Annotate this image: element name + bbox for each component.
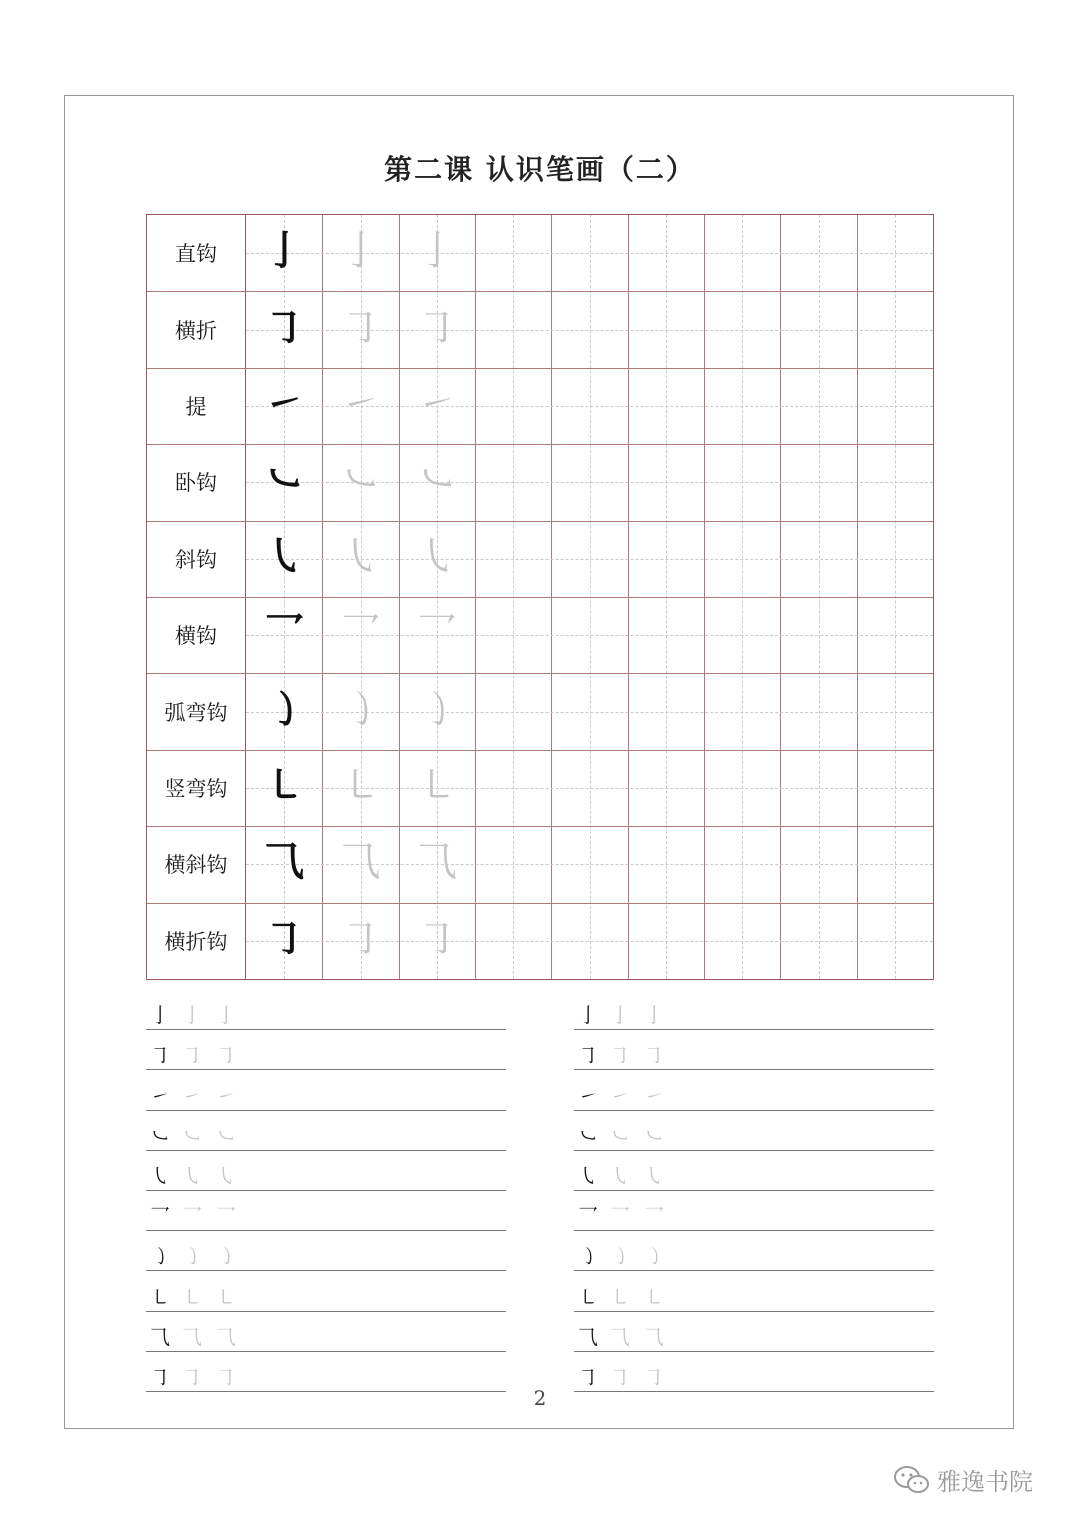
stroke-trace: ㇆: [340, 915, 381, 962]
mini-stroke-trace: ㇃: [216, 1123, 236, 1148]
stroke-trace: 乛: [416, 610, 457, 657]
stroke-name-label: 横折: [147, 291, 246, 368]
mini-stroke-trace: ㇂: [610, 1163, 630, 1188]
stroke-example: ㇄: [264, 761, 305, 809]
grid-row-line: [147, 903, 933, 904]
stroke-trace: ㇆: [340, 304, 381, 351]
stroke-trace: 乛: [340, 610, 381, 657]
grid-row-line: [147, 291, 933, 292]
mini-stroke-trace: ㇆: [182, 1043, 202, 1068]
stroke-name-label: 提: [147, 368, 246, 445]
writing-line: [146, 1191, 506, 1231]
mini-stroke-trace: ⺄: [644, 1324, 664, 1349]
grid-row-line: [147, 368, 933, 369]
writing-line: [146, 1070, 506, 1110]
mini-stroke-trace: ㇀: [644, 1083, 664, 1108]
practice-grid: [146, 214, 934, 980]
mini-stroke-example: ㇁: [150, 1244, 170, 1269]
mini-stroke-trace: 乛: [182, 1204, 202, 1229]
writing-line: [146, 1030, 506, 1070]
mini-stroke-trace: ㇀: [610, 1083, 630, 1108]
mini-stroke-trace: ㇃: [644, 1123, 664, 1148]
mini-stroke-example: ㇆: [150, 1364, 170, 1389]
page-number: 2: [533, 1386, 547, 1410]
mini-stroke-trace: 亅: [182, 1003, 202, 1028]
mini-stroke-trace: ㇁: [610, 1244, 630, 1269]
mini-stroke-example: 乛: [150, 1204, 170, 1229]
stroke-name-label: 竖弯钩: [147, 750, 246, 827]
mini-stroke-example: ㇆: [578, 1043, 598, 1068]
mini-stroke-example: ㇂: [150, 1163, 170, 1188]
stroke-name-label: 横斜钩: [147, 826, 246, 903]
stroke-trace: ㇂: [340, 533, 381, 580]
writing-line: [574, 1271, 934, 1311]
writing-line: [574, 1191, 934, 1231]
stroke-trace: ㇆: [416, 915, 457, 962]
mini-stroke-trace: ㇁: [182, 1244, 202, 1269]
stroke-name-label: 直钩: [147, 215, 246, 292]
mini-stroke-trace: ⺄: [182, 1324, 202, 1349]
stroke-example: ㇆: [264, 303, 305, 351]
stroke-trace: ㇄: [416, 762, 457, 809]
mini-stroke-trace: ㇂: [182, 1163, 202, 1188]
stroke-example: 亅: [264, 227, 305, 275]
mini-stroke-trace: ㇄: [644, 1284, 664, 1309]
mini-stroke-trace: ㇁: [644, 1244, 664, 1269]
grid-row-line: [147, 750, 933, 751]
stroke-row: [147, 673, 933, 750]
stroke-example: ⺄: [264, 838, 305, 886]
stroke-trace: ⺄: [416, 839, 457, 886]
stroke-row: [147, 444, 933, 521]
writing-line: [146, 1111, 506, 1151]
stroke-trace: 亅: [340, 228, 381, 275]
writing-line: [146, 1271, 506, 1311]
writing-line: [574, 1231, 934, 1271]
mini-stroke-trace: ㇆: [644, 1043, 664, 1068]
watermark: [893, 1462, 1033, 1497]
mini-stroke-trace: 乛: [610, 1204, 630, 1229]
mini-stroke-trace: ㇂: [644, 1163, 664, 1188]
mini-stroke-trace: 亅: [216, 1003, 236, 1028]
mini-stroke-example: ㇃: [578, 1123, 598, 1148]
mini-stroke-example: ㇁: [578, 1244, 598, 1269]
writing-line: [146, 1231, 506, 1271]
mini-stroke-trace: ㇆: [644, 1364, 664, 1389]
stroke-trace: ㇂: [416, 533, 457, 580]
grid-row-line: [147, 521, 933, 522]
mini-stroke-trace: ㇀: [182, 1083, 202, 1108]
grid-row-line: [147, 597, 933, 598]
mini-stroke-example: 亅: [150, 1003, 170, 1028]
mini-stroke-trace: 亅: [644, 1003, 664, 1028]
stroke-row: [147, 291, 933, 368]
stroke-trace: ㇃: [340, 457, 381, 504]
page-title: 第二课 认识笔画（二）: [384, 153, 696, 186]
stroke-row: [147, 215, 933, 292]
watermark-text: 雅逸书院: [937, 1468, 1033, 1496]
mini-stroke-trace: ㇆: [610, 1364, 630, 1389]
writing-line: [146, 1312, 506, 1352]
mini-stroke-example: ㇆: [578, 1364, 598, 1389]
mini-stroke-example: ㇃: [150, 1123, 170, 1148]
practice-lines-left: [146, 990, 506, 1392]
writing-line: [574, 990, 934, 1030]
mini-stroke-trace: ㇀: [216, 1083, 236, 1108]
stroke-name-label: 横折钩: [147, 903, 246, 980]
mini-stroke-example: ㇂: [578, 1163, 598, 1188]
stroke-trace: ㇃: [416, 457, 457, 504]
mini-stroke-example: ㇄: [578, 1284, 598, 1309]
stroke-example: ㇀: [264, 379, 305, 427]
mini-stroke-trace: ㇂: [216, 1163, 236, 1188]
mini-stroke-trace: ㇄: [182, 1284, 202, 1309]
writing-line: [574, 1070, 934, 1110]
stroke-trace: ㇄: [340, 762, 381, 809]
stroke-row: [147, 368, 933, 445]
mini-stroke-trace: ㇁: [216, 1244, 236, 1269]
stroke-trace: ㇁: [340, 686, 381, 733]
stroke-trace: ㇀: [416, 380, 457, 427]
writing-line: [574, 1312, 934, 1352]
mini-stroke-trace: ㇆: [610, 1043, 630, 1068]
stroke-example: ㇂: [264, 532, 305, 580]
stroke-example: 乛: [264, 609, 305, 657]
mini-stroke-example: ㇄: [150, 1284, 170, 1309]
mini-stroke-trace: 乛: [216, 1204, 236, 1229]
mini-stroke-example: ㇀: [150, 1083, 170, 1108]
grid-row-line: [147, 826, 933, 827]
stroke-name-label: 卧钩: [147, 444, 246, 521]
stroke-name-label: 斜钩: [147, 521, 246, 598]
mini-stroke-trace: ㇃: [182, 1123, 202, 1148]
stroke-trace: ⺄: [340, 839, 381, 886]
grid-row-line: [147, 673, 933, 674]
mini-stroke-trace: ⺄: [610, 1324, 630, 1349]
writing-line: [574, 1030, 934, 1070]
mini-stroke-example: 亅: [578, 1003, 598, 1028]
mini-stroke-trace: 乛: [644, 1204, 664, 1229]
mini-stroke-trace: ㇄: [216, 1284, 236, 1309]
writing-line: [146, 990, 506, 1030]
writing-line: [574, 1151, 934, 1191]
stroke-name-label: 横钩: [147, 597, 246, 674]
grid-row-line: [147, 444, 933, 445]
mini-stroke-example: ㇀: [578, 1083, 598, 1108]
stroke-row: [147, 521, 933, 598]
stroke-trace: ㇆: [416, 304, 457, 351]
stroke-name-label: 弧弯钩: [147, 673, 246, 750]
stroke-row: [147, 903, 933, 980]
practice-lines-right: [574, 990, 934, 1392]
stroke-example: ㇁: [264, 685, 305, 733]
wechat-icon: [893, 1465, 931, 1495]
stroke-row: [147, 750, 933, 827]
mini-stroke-trace: 亅: [610, 1003, 630, 1028]
stroke-trace: ㇀: [340, 380, 381, 427]
mini-stroke-trace: ㇄: [610, 1284, 630, 1309]
mini-stroke-trace: ㇃: [610, 1123, 630, 1148]
stroke-example: ㇃: [264, 456, 305, 504]
mini-stroke-example: ⺄: [578, 1324, 598, 1349]
stroke-row: [147, 597, 933, 674]
stroke-row: [147, 826, 933, 903]
stroke-trace: ㇁: [416, 686, 457, 733]
stroke-example: ㇆: [264, 914, 305, 962]
mini-stroke-trace: ⺄: [216, 1324, 236, 1349]
writing-line: [146, 1151, 506, 1191]
mini-stroke-trace: ㇆: [216, 1043, 236, 1068]
writing-line: [574, 1111, 934, 1151]
mini-stroke-trace: ㇆: [216, 1364, 236, 1389]
mini-stroke-example: ㇆: [150, 1043, 170, 1068]
mini-stroke-example: ⺄: [150, 1324, 170, 1349]
mini-stroke-example: 乛: [578, 1204, 598, 1229]
mini-stroke-trace: ㇆: [182, 1364, 202, 1389]
stroke-trace: 亅: [416, 228, 457, 275]
